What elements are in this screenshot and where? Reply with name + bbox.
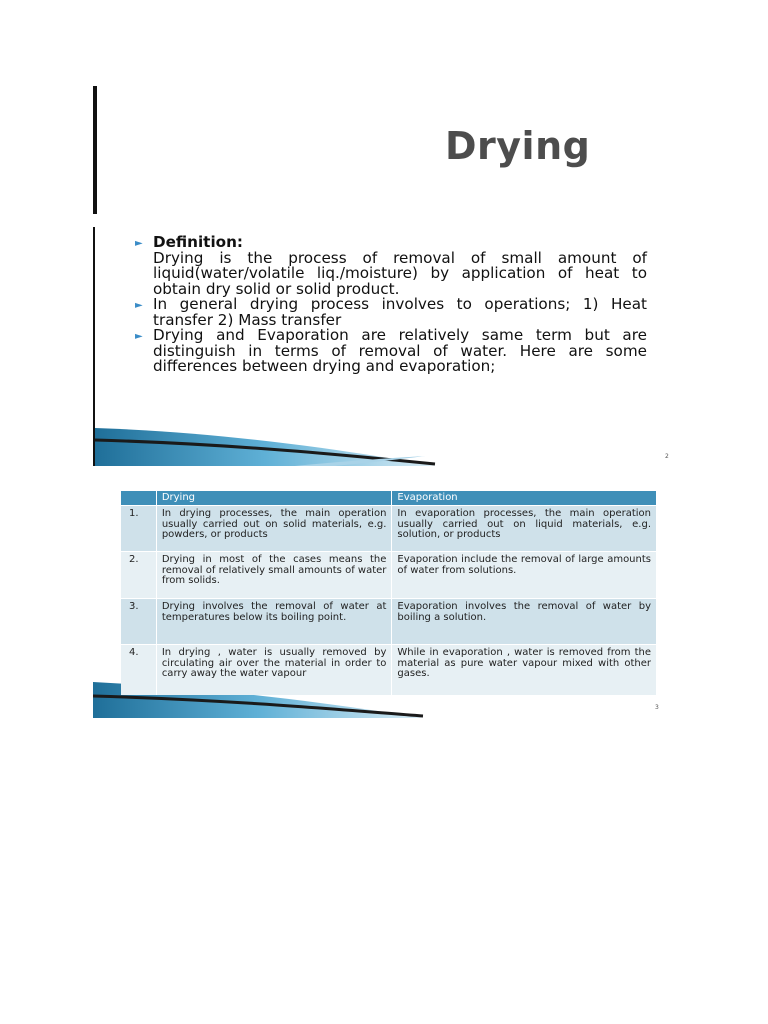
table-row xyxy=(121,506,656,552)
definition-heading: Definition: xyxy=(153,233,243,251)
bullet-text: Drying and Evaporation are relatively same term but are distinguish in terms of removal of water. Here are some differences between drying and evaporation; xyxy=(153,326,647,375)
definition-text: Drying is the process of removal of small amount of liquid(water/volatile liq./moisture) by application of heat to obtain dry solid or solid product. xyxy=(153,248,647,298)
table-row xyxy=(121,645,656,695)
table-row xyxy=(121,599,656,645)
title-accent-bar xyxy=(93,86,97,214)
evaporation-cell: Evaporation involves the removal of water by boiling a solution. xyxy=(392,599,656,645)
row-number: 4. xyxy=(121,645,156,695)
slide-number: 2 xyxy=(665,453,669,460)
drying-cell: In drying , water is usually removed by circulating air over the material in order to carry away the water vapour xyxy=(156,645,392,695)
slide-number: 3 xyxy=(655,704,659,711)
title-slide xyxy=(93,86,676,214)
definition-content xyxy=(135,235,647,375)
drying-cell: In drying processes, the main operation usually carried out on solid materials, e.g. powders, or products xyxy=(156,506,392,552)
bullet-differences xyxy=(135,328,647,375)
slide-title: Drying xyxy=(445,124,591,168)
table-header-evaporation: Evaporation xyxy=(392,491,656,506)
table-slide xyxy=(93,478,676,718)
bullet-definition xyxy=(135,235,647,251)
table-header-row xyxy=(121,491,656,506)
decorative-wave xyxy=(95,426,678,466)
triangle-right-icon: ► xyxy=(135,300,143,311)
table-header-num xyxy=(121,491,156,506)
bullet-text: In general drying process involves to operations; 1) Heat transfer 2) Mass transfer xyxy=(153,295,647,329)
evaporation-cell: While in evaporation , water is removed from the material as pure water vapour mixed with other gases. xyxy=(392,645,656,695)
row-number: 1. xyxy=(121,506,156,552)
evaporation-cell: In evaporation processes, the main operation usually carried out on liquid materials, e.g. solution, or products xyxy=(392,506,656,552)
table-header-drying: Drying xyxy=(156,491,392,506)
bullet-operations xyxy=(135,297,647,328)
comparison-table xyxy=(121,491,656,695)
triangle-right-icon: ► xyxy=(135,238,143,249)
row-number: 3. xyxy=(121,599,156,645)
drying-cell: Drying involves the removal of water at temperatures below its boiling point. xyxy=(156,599,392,645)
drying-cell: Drying in most of the cases means the removal of relatively small amounts of water from solids. xyxy=(156,552,392,599)
evaporation-cell: Evaporation include the removal of large amounts of water from solutions. xyxy=(392,552,656,599)
definition-slide xyxy=(93,227,678,466)
row-number: 2. xyxy=(121,552,156,599)
table-row xyxy=(121,552,656,599)
triangle-right-icon: ► xyxy=(135,331,143,342)
